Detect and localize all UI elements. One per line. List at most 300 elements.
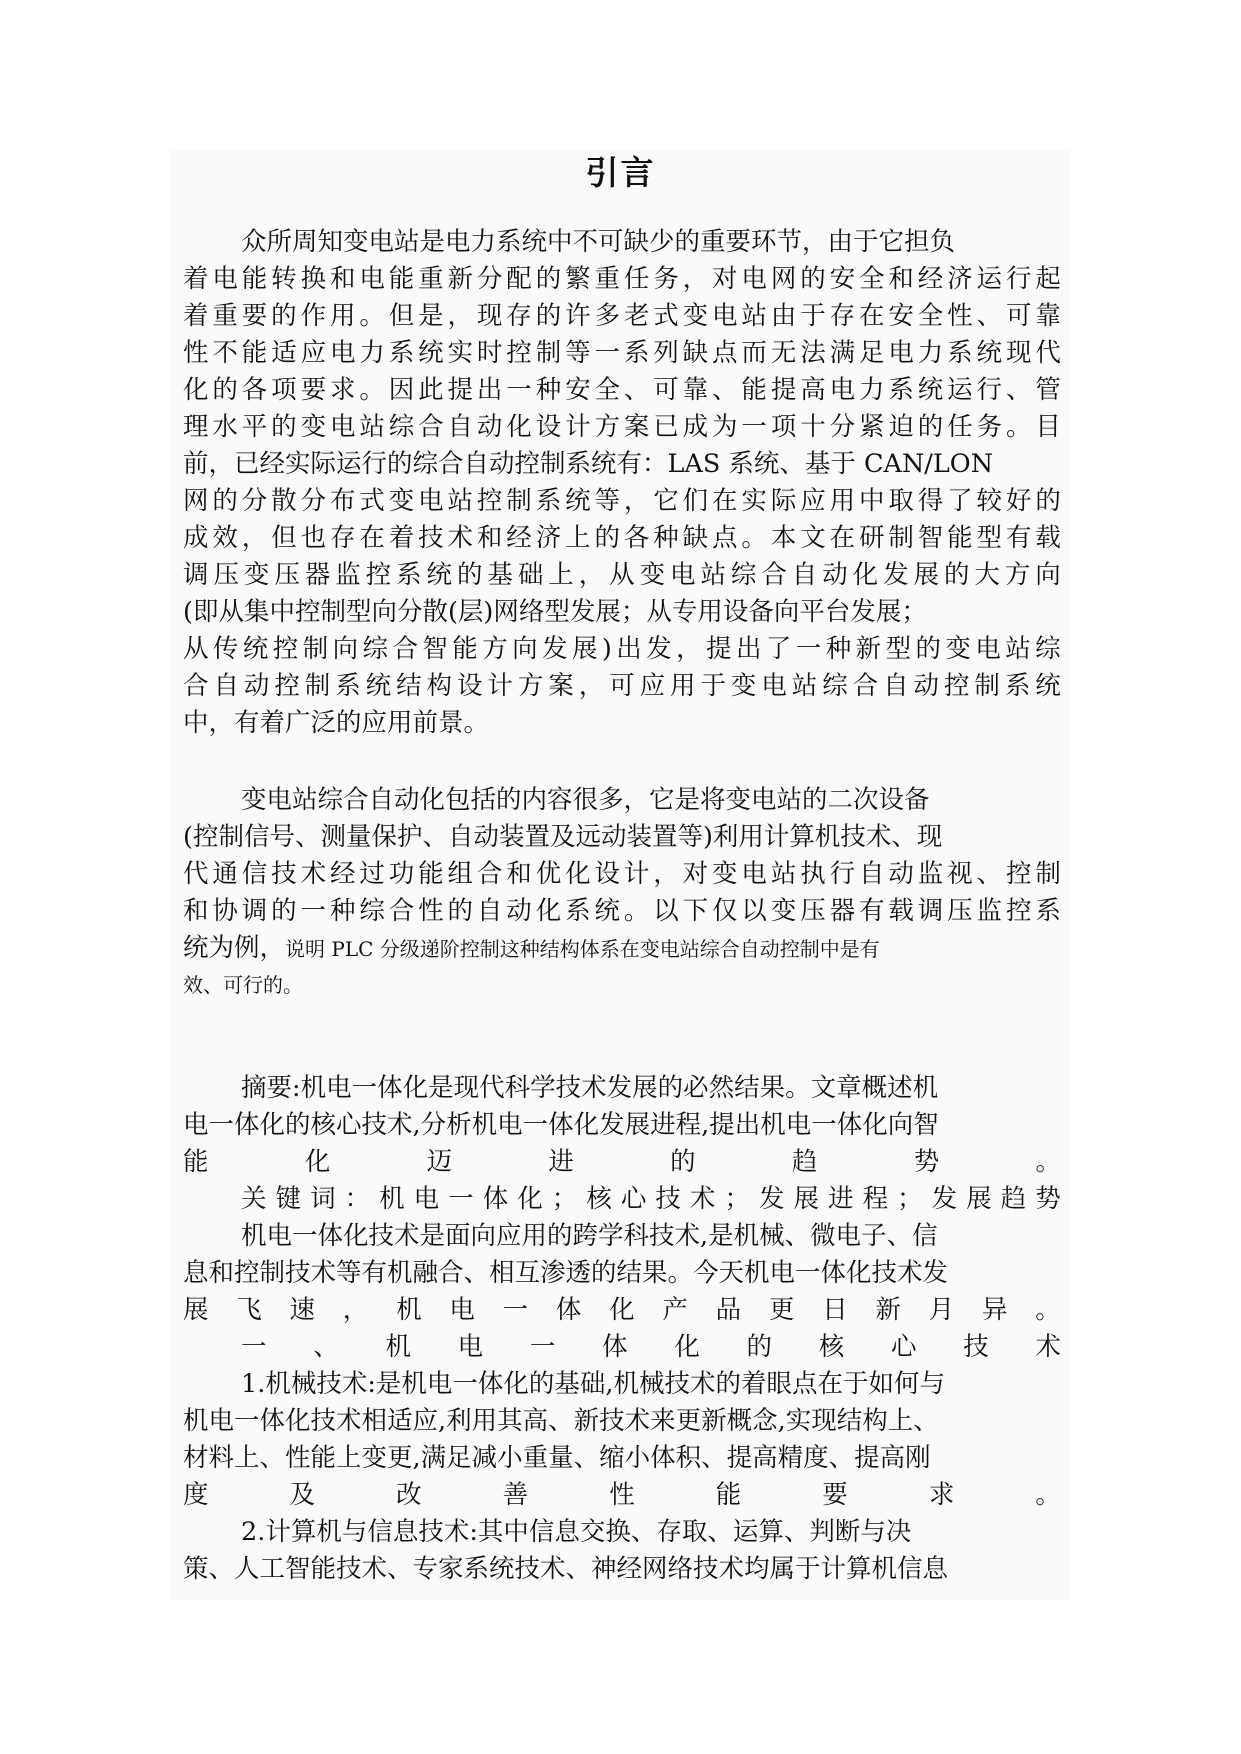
glyph: 行 [976, 375, 1003, 405]
glyph: 计 [623, 859, 650, 889]
glyph: 电 [329, 412, 356, 442]
glyph: 出 [735, 634, 762, 664]
glyph: ， [682, 264, 709, 294]
spaced-glyph: 心 [890, 1332, 917, 1362]
glyph: 现 [476, 301, 503, 331]
abstract-line: 机电一体化技术是面向应用的跨学科技术,是机械、微电子、信 [241, 1221, 938, 1251]
glyph: 务 [976, 412, 1003, 442]
spaced-glyph: 化 [304, 1147, 331, 1177]
glyph: 务 [653, 264, 679, 294]
glyph: 理 [183, 412, 209, 442]
glyph: 起 [1035, 264, 1061, 294]
text-line [183, 930, 1061, 967]
page-title: 引言 [585, 153, 656, 192]
section-heading-1 [183, 1329, 1061, 1366]
spaced-glyph: 更 [768, 1295, 795, 1325]
glyph: 以 [741, 896, 767, 926]
glyph: 和 [329, 264, 356, 294]
glyph: 过 [359, 859, 385, 889]
glyph: 老 [623, 301, 650, 331]
glyph: 经 [917, 264, 944, 294]
glyph: 构 [426, 671, 453, 701]
spaced-glyph: 求 [928, 1480, 955, 1510]
glyph: 能 [947, 523, 973, 553]
keywords-line [183, 1181, 1061, 1218]
glyph: 的 [535, 264, 562, 294]
glyph: 控 [365, 560, 392, 590]
glyph: 于 [700, 671, 726, 701]
glyph: 用 [329, 301, 356, 331]
glyph: 种 [535, 375, 562, 405]
spaced-glyph: 的 [746, 1332, 773, 1362]
glyph: 系 [335, 671, 361, 701]
glyph: 布 [329, 486, 356, 516]
glyph: 系 [396, 560, 422, 590]
glyph: 术 [447, 523, 474, 553]
glyph: 动 [476, 412, 503, 442]
glyph: 满 [829, 338, 856, 368]
spaced-glyph: 新 [875, 1295, 901, 1325]
glyph: 。 [741, 523, 767, 553]
spaced-glyph: 电 [457, 1332, 484, 1362]
glyph: 进 [828, 1184, 854, 1214]
glyph: 站 [741, 301, 767, 331]
glyph: 压 [213, 560, 239, 590]
glyph: 性 [947, 301, 973, 331]
glyph: 已 [653, 412, 679, 442]
glyph: 化 [517, 1184, 543, 1214]
text-line [183, 893, 1061, 930]
glyph: 统 [917, 375, 944, 405]
glyph: 存 [506, 301, 532, 331]
glyph: 是 [418, 301, 444, 331]
glyph: 方 [517, 671, 544, 701]
glyph: 器 [304, 560, 331, 590]
glyph: 际 [770, 486, 797, 516]
glyph: 在 [829, 523, 856, 553]
glyph: 列 [653, 338, 679, 368]
spaced-glyph: 飞 [236, 1295, 262, 1325]
glyph: 时 [476, 338, 503, 368]
glyph: 的 [594, 523, 620, 553]
glyph: 自 [858, 859, 885, 889]
glyph: 要 [241, 301, 268, 331]
glyph: 统 [242, 634, 269, 664]
glyph: 的 [535, 301, 562, 331]
glyph: 点 [712, 338, 738, 368]
glyph: 散 [271, 486, 297, 516]
glyph: 和 [506, 859, 532, 889]
spaced-glyph: 能 [183, 1147, 209, 1177]
glyph: 调 [917, 896, 944, 926]
glyph: 系 [1004, 671, 1031, 701]
glyph: 础 [517, 560, 544, 590]
glyph: 管 [1035, 375, 1061, 405]
glyph: 靠 [1035, 301, 1061, 331]
glyph: 由 [770, 301, 797, 331]
glyph: 提 [706, 634, 732, 664]
glyph: 发 [931, 1184, 958, 1214]
glyph: 能 [241, 264, 268, 294]
glyph: 足 [858, 338, 885, 368]
glyph: 变 [730, 671, 757, 701]
glyph: 求 [329, 375, 356, 405]
glyph: 能 [418, 859, 444, 889]
glyph: 能 [241, 338, 268, 368]
glyph: 重 [212, 301, 238, 331]
glyph: 变 [639, 560, 666, 590]
glyph: 有 [858, 896, 885, 926]
glyph: 各 [241, 375, 268, 405]
glyph: 新 [447, 264, 474, 294]
glyph: 能 [388, 264, 415, 294]
glyph: 网 [770, 264, 797, 294]
glyph: 电 [670, 560, 696, 590]
spaced-glyph: 。 [1035, 1147, 1061, 1177]
glyph: 动 [913, 671, 940, 701]
glyph: 种 [653, 523, 679, 553]
glyph: 和 [476, 523, 503, 553]
glyph: 但 [388, 301, 415, 331]
glyph: 目 [1035, 412, 1061, 442]
glyph: 从 [609, 560, 635, 590]
glyph: 得 [917, 486, 944, 516]
glyph: 任 [947, 412, 973, 442]
glyph: 协 [212, 896, 238, 926]
glyph: 上 [565, 523, 591, 553]
glyph: 变 [300, 412, 327, 442]
spaced-glyph: ， [342, 1295, 369, 1325]
glyph: 控 [943, 671, 970, 701]
glyph: 压 [274, 560, 300, 590]
glyph: 系 [1035, 896, 1061, 926]
glyph: 较 [976, 486, 1003, 516]
glyph: 分 [241, 486, 268, 516]
glyph: 性 [183, 338, 209, 368]
spaced-glyph: 术 [1035, 1332, 1061, 1362]
glyph: 应 [300, 338, 327, 368]
glyph: 制 [888, 523, 914, 553]
glyph: 综 [388, 412, 415, 442]
glyph: 压 [947, 896, 973, 926]
spaced-glyph: 趋 [791, 1147, 818, 1177]
glyph: 以 [653, 896, 679, 926]
glyph: 结 [396, 671, 422, 701]
glyph: 综 [1035, 634, 1061, 664]
glyph: 变 [388, 486, 415, 516]
glyph: 的 [271, 896, 297, 926]
glyph: 合 [418, 412, 444, 442]
glyph: 分 [300, 486, 327, 516]
glyph: 控 [506, 338, 532, 368]
text-line: (控制信号、测量保护、自动装置及远动装置等)利用计算机技术、现 [183, 822, 943, 852]
glyph: 在 [359, 523, 385, 553]
glyph: 控 [1005, 896, 1032, 926]
abstract-line: 2.计算机与信息技术:其中信息交换、存取、运算、判断与决 [241, 1517, 912, 1547]
glyph: 自 [883, 671, 909, 701]
spaced-glyph: 体 [555, 1295, 582, 1325]
glyph: 调 [241, 896, 268, 926]
glyph: 化 [183, 375, 209, 405]
glyph: 配 [506, 264, 532, 294]
glyph: 统 [365, 671, 392, 701]
glyph: 代 [1035, 338, 1061, 368]
glyph: 技 [271, 859, 297, 889]
glyph: 成 [682, 412, 709, 442]
glyph: 的 [212, 486, 238, 516]
text-line: 变电站综合自动化包括的内容很多，它是将变电站的二次设备 [241, 785, 930, 815]
spaced-glyph: 性 [609, 1480, 635, 1510]
glyph: 视 [947, 859, 973, 889]
spaced-glyph: 一 [502, 1295, 529, 1325]
spaced-glyph: 势 [913, 1147, 940, 1177]
glyph: 经 [329, 859, 356, 889]
glyph: 综 [822, 671, 848, 701]
glyph: 关 [241, 1184, 267, 1214]
glyph: 能 [741, 375, 767, 405]
glyph: 的 [915, 634, 941, 664]
glyph: 力 [917, 338, 944, 368]
glyph: 适 [271, 338, 297, 368]
glyph: 存 [329, 523, 356, 553]
spaced-glyph: 日 [822, 1295, 848, 1325]
glyph: 、 [1005, 375, 1032, 405]
text-fragment: 统为例， [183, 933, 286, 963]
glyph: 技 [655, 1184, 681, 1214]
glyph: 向 [332, 634, 359, 664]
spaced-glyph: 月 [928, 1295, 955, 1325]
glyph: 。 [359, 301, 385, 331]
glyph: 实 [741, 486, 767, 516]
glyph: 重 [594, 264, 620, 294]
glyph: 组 [447, 859, 474, 889]
glyph: 综 [362, 634, 389, 664]
glyph: 制 [974, 671, 1000, 701]
glyph: 变 [945, 634, 971, 664]
glyph: 自 [791, 560, 818, 590]
glyph: 设 [535, 412, 562, 442]
glyph: 任 [623, 264, 650, 294]
glyph: 站 [1005, 634, 1031, 664]
glyph: 式 [653, 301, 679, 331]
glyph: 方 [594, 412, 620, 442]
intro-paragraph-1 [183, 224, 1061, 742]
glyph: 压 [800, 896, 826, 926]
glyph: 从 [183, 634, 209, 664]
glyph: 控 [272, 634, 299, 664]
glyph: 功 [388, 859, 415, 889]
spaced-glyph: 度 [183, 1480, 209, 1510]
glyph: 发 [542, 634, 568, 664]
glyph: 案 [548, 671, 574, 701]
spaced-line [183, 1144, 1061, 1181]
glyph: 用 [670, 671, 696, 701]
glyph: 因 [388, 375, 415, 405]
abstract-line: 息和控制技术等有机融合、相互渗透的结果。今天机电一体化技术发 [183, 1258, 949, 1288]
glyph: 繁 [565, 264, 591, 294]
glyph: 控 [1005, 859, 1032, 889]
text-line [183, 409, 1061, 446]
glyph: 出 [616, 634, 642, 664]
glyph: 化 [565, 859, 591, 889]
glyph: 等 [594, 486, 620, 516]
glyph: 展 [571, 634, 598, 664]
glyph: 好 [1005, 486, 1032, 516]
glyph: 电 [761, 671, 787, 701]
glyph: 应 [800, 486, 826, 516]
glyph: 监 [917, 859, 944, 889]
glyph: 用 [829, 486, 856, 516]
glyph: ； [724, 1184, 750, 1214]
spaced-glyph: 。 [1035, 1295, 1061, 1325]
text-line [183, 372, 1061, 409]
glyph: 安 [565, 375, 591, 405]
glyph: 的 [456, 560, 483, 590]
spaced-glyph: 产 [662, 1295, 688, 1325]
glyph: 全 [858, 264, 885, 294]
spaced-glyph: 机 [385, 1332, 411, 1362]
glyph: 它 [653, 486, 679, 516]
spaced-glyph: 机 [396, 1295, 422, 1325]
glyph: 、 [712, 375, 738, 405]
glyph: 而 [741, 338, 767, 368]
glyph: 、 [976, 859, 1003, 889]
glyph: 电 [888, 338, 914, 368]
spaced-glyph: 一 [241, 1332, 267, 1362]
glyph: 成 [183, 523, 209, 553]
glyph: 术 [300, 859, 327, 889]
glyph: 机 [379, 1184, 405, 1214]
glyph: 设 [594, 859, 620, 889]
abstract-section [183, 1070, 1061, 1588]
glyph: 电 [413, 1184, 440, 1214]
glyph: 。 [359, 375, 385, 405]
text-line [183, 856, 1061, 893]
glyph: 分 [476, 264, 503, 294]
glyph: 对 [682, 859, 709, 889]
glyph: 统 [1035, 671, 1061, 701]
glyph: 动 [822, 560, 848, 590]
abstract-line: 材料上、性能上变更,满足减小重量、缩小体积、提高精度、提高刚 [183, 1443, 931, 1473]
glyph: 着 [183, 264, 209, 294]
text-line [183, 557, 1061, 594]
glyph: ， [578, 671, 605, 701]
glyph: 发 [883, 560, 909, 590]
glyph: 研 [858, 523, 885, 553]
text-line: 前，已经实际运行的综合自动控制系统有：LAS 系统、基于 CAN/LON [183, 449, 994, 479]
glyph: 展 [793, 1184, 820, 1214]
glyph: 分 [829, 412, 856, 442]
glyph: 上 [548, 560, 574, 590]
glyph: 式 [359, 486, 385, 516]
glyph: 全 [917, 301, 944, 331]
glyph: 的 [1035, 486, 1061, 516]
glyph: 统 [594, 896, 620, 926]
glyph: 自 [447, 412, 474, 442]
glyph: 设 [456, 671, 483, 701]
glyph: 计 [565, 412, 591, 442]
glyph: ) [601, 634, 612, 664]
spaced-glyph: 速 [289, 1295, 316, 1325]
glyph: 向 [512, 634, 538, 664]
glyph: 中 [858, 486, 885, 516]
glyph: 迫 [888, 412, 914, 442]
glyph: 执 [800, 859, 826, 889]
glyph: 力 [359, 338, 385, 368]
glyph: 体 [482, 1184, 509, 1214]
glyph: 有 [1005, 523, 1032, 553]
glyph: 心 [620, 1184, 647, 1214]
glyph: 大 [974, 560, 1000, 590]
glyph: 系 [623, 338, 650, 368]
glyph: 站 [447, 486, 474, 516]
spaced-glyph: 能 [715, 1480, 742, 1510]
text-line: 中，有着广泛的应用前景。 [183, 708, 490, 738]
text-line [183, 668, 1061, 705]
glyph: 电 [418, 486, 444, 516]
glyph: 键 [275, 1184, 302, 1214]
spaced-glyph: 异 [981, 1295, 1008, 1325]
glyph: 方 [482, 634, 508, 664]
glyph: 站 [770, 859, 797, 889]
spaced-glyph: 善 [502, 1480, 529, 1510]
glyph: 统 [418, 338, 444, 368]
spaced-glyph: 一 [529, 1332, 556, 1362]
spaced-glyph: 。 [1035, 1480, 1061, 1510]
glyph: 要 [300, 375, 327, 405]
glyph: 化 [535, 896, 562, 926]
glyph: 一 [795, 634, 822, 664]
glyph: 换 [300, 264, 327, 294]
glyph: 统 [565, 486, 591, 516]
glyph: 程 [862, 1184, 889, 1214]
glyph: 术 [689, 1184, 716, 1214]
glyph: 电 [359, 264, 385, 294]
glyph: 着 [183, 301, 209, 331]
glyph: 载 [1035, 523, 1061, 553]
spaced-glyph: 的 [670, 1147, 696, 1177]
glyph: 变 [712, 859, 738, 889]
glyph: 着 [388, 523, 415, 553]
glyph: ， [578, 560, 605, 590]
glyph: 电 [741, 859, 767, 889]
glyph: 运 [976, 264, 1003, 294]
glyph: 效 [212, 523, 238, 553]
glyph: 展 [966, 1184, 992, 1214]
glyph: 发 [758, 1184, 785, 1214]
glyph: 系 [535, 486, 562, 516]
glyph: 的 [447, 896, 474, 926]
glyph: 全 [594, 375, 620, 405]
glyph: 法 [800, 338, 826, 368]
glyph: 站 [791, 671, 818, 701]
glyph: 项 [770, 412, 797, 442]
glyph: 合 [392, 634, 418, 664]
glyph: 于 [800, 301, 826, 331]
glyph: 紧 [858, 412, 885, 442]
glyph: 的 [212, 375, 238, 405]
glyph: 网 [183, 486, 209, 516]
abstract-line: 机电一体化技术相适应,利用其高、新技术来更新概念,实现结构上、 [183, 1406, 939, 1436]
glyph: ： [344, 1184, 371, 1214]
glyph: 案 [623, 412, 650, 442]
glyph: 一 [300, 896, 327, 926]
glyph: 为 [712, 412, 738, 442]
spaced-glyph: 迈 [426, 1147, 453, 1177]
spaced-glyph: 技 [963, 1332, 989, 1362]
glyph: 种 [825, 634, 852, 664]
glyph: 对 [712, 264, 738, 294]
